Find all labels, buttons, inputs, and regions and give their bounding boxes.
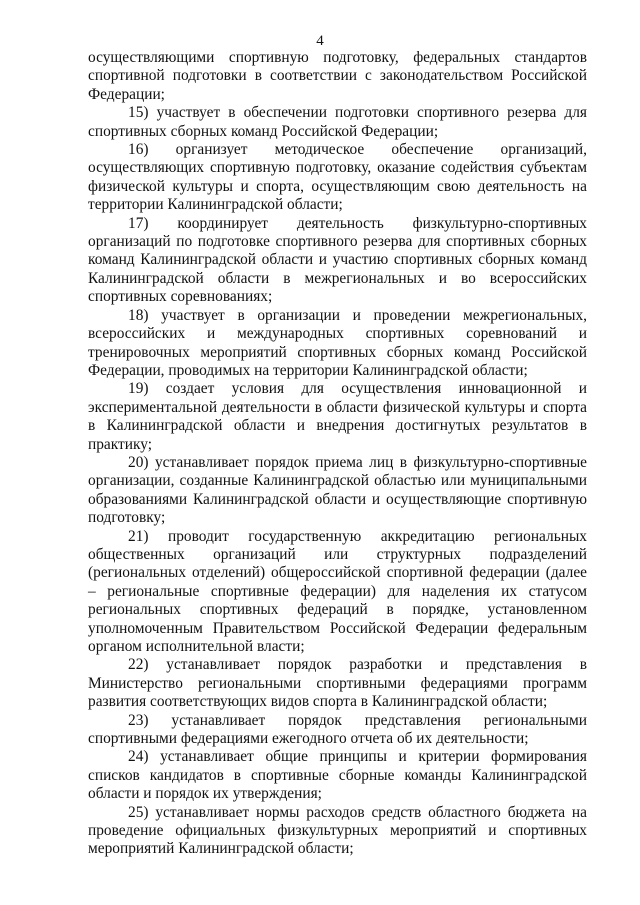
paragraph-item-24: 24) устанавливает общие принципы и критерии формирования списков кандидатов в спортивные сборные команды Калининградской области и порядок их утверждения;	[88, 748, 587, 803]
paragraph-item-22: 22) устанавливает порядок разработки и представления в Министерство региональными спортивными федерациями программ развития соответствующих видов спорта в Калининградской области;	[88, 656, 587, 711]
paragraph-item-17: 17) координирует деятельность физкультурно-спортивных организаций по подготовке спортивного резерва для спортивных сборных команд Калининградской области и участию спортивных сборных команд Калининградской области в межрегиональных и во всероссийских спортивных соревнованиях;	[88, 214, 587, 306]
paragraph-item-25: 25) устанавливает нормы расходов средств областного бюджета на проведение официальных физкультурных мероприятий и спортивных мероприятий Калининградской области;	[88, 803, 587, 858]
paragraph-item-16: 16) организует методическое обеспечение организаций, осуществляющих спортивную подготовку, оказание содействия субъектам физической культуры и спорта, осуществляющим свою деятельность на территории Калининградской области;	[88, 141, 587, 214]
page-number: 4	[316, 33, 324, 49]
paragraph-item-21: 21) проводит государственную аккредитацию региональных общественных организаций или структурных подразделений (региональных отделений) общероссийской спортивной федерации (далее – региональные спортивные федерации) для наделения их статусом региональных спортивных федераций в порядке, установленном уполномоченным Правительством Российской Федерации федеральным органом исполнительной власти;	[88, 527, 587, 655]
paragraph-item-15: 15) участвует в обеспечении подготовки спортивного резерва для спортивных сборных команд Российской Федерации;	[88, 104, 587, 140]
paragraph-item-19: 19) создает условия для осуществления инновационной и экспериментальной деятельности в области физической культуры и спорта в Калининградской области и внедрения достигнутых результатов в практику;	[88, 380, 587, 453]
paragraph-item-20: 20) устанавливает порядок приема лиц в физкультурно-спортивные организации, созданные Калининградской областью или муниципальными образованиями Калининградской области и осуществляющие спортивную подготовку;	[88, 453, 587, 527]
paragraph-continuation: осуществляющими спортивную подготовку, федеральных стандартов спортивной подготовки в соответствии с законодательством Российской Федерации;	[88, 49, 587, 103]
paragraph-item-18: 18) участвует в организации и проведении межрегиональных, всероссийских и международных спортивных соревнований и тренировочных мероприятий спортивных сборных команд Российской Федерации, проводимых на территории Калининградской области;	[88, 306, 587, 379]
document-body	[88, 49, 587, 859]
paragraph-item-23: 23) устанавливает порядок представления региональными спортивными федерациями ежегодного отчета об их деятельности;	[88, 711, 587, 748]
